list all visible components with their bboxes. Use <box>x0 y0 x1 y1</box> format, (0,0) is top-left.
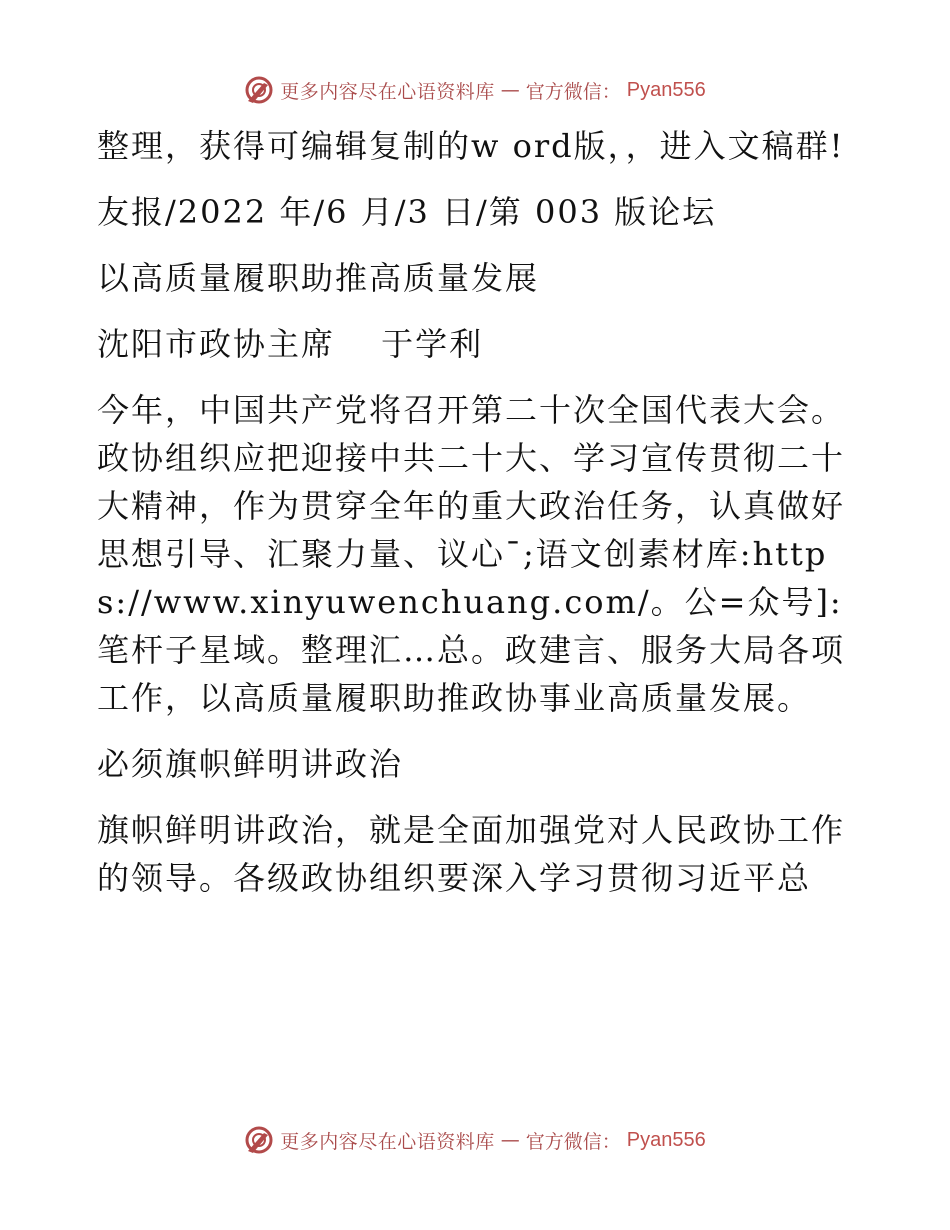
article-author: 沈阳市政协主席 于学利 <box>97 325 484 363</box>
watermark-text: 更多内容尽在心语资料库 <box>280 80 495 103</box>
pen-logo-icon <box>244 1125 274 1155</box>
paragraph-body-2: 旗帜鲜明讲政治，就是全面加强党对人民政协工作的领导。各级政协组织要深入学习贯彻习近平总 <box>97 811 846 897</box>
document-body <box>97 122 857 902</box>
article-title: 以高质量履职助推高质量发展 <box>97 259 540 297</box>
paragraph-source: 友报/2022 年/6 月/3 日/第 003 版论坛 <box>97 193 717 231</box>
section-heading: 必须旗帜鲜明讲政治 <box>97 745 404 783</box>
footer-watermark <box>0 1120 950 1160</box>
watermark-label: 官方微信： <box>525 1130 621 1153</box>
watermark-id: Pyan556 <box>626 78 706 101</box>
watermark-dash: — <box>500 79 520 101</box>
paragraph-body-1: 今年，中国共产党将召开第二十次全国代表大会。政协组织应把迎接中共二十大、学习宣传贯彻二十大精神，作为贯穿全年的重大政治任务，认真做好思想引导、汇聚力量、议心¯;语文创素材库:https://www.xinyuwenchuang.com/。公=众号]:笔杆子星域。整理汇…总。政建言、服务大局各项工作，以高质量履职助推政协事业高质量发展。 <box>97 391 846 717</box>
watermark-label: 官方微信： <box>525 80 621 103</box>
paragraph-intro: 整理，获得可编辑复制的w ord版，，进入文稿群! <box>97 127 845 165</box>
watermark-dash: — <box>500 1129 520 1151</box>
watermark-text: 更多内容尽在心语资料库 <box>280 1130 495 1153</box>
pen-logo-icon <box>244 75 274 105</box>
watermark-id: Pyan556 <box>626 1128 706 1151</box>
header-watermark <box>0 70 950 110</box>
